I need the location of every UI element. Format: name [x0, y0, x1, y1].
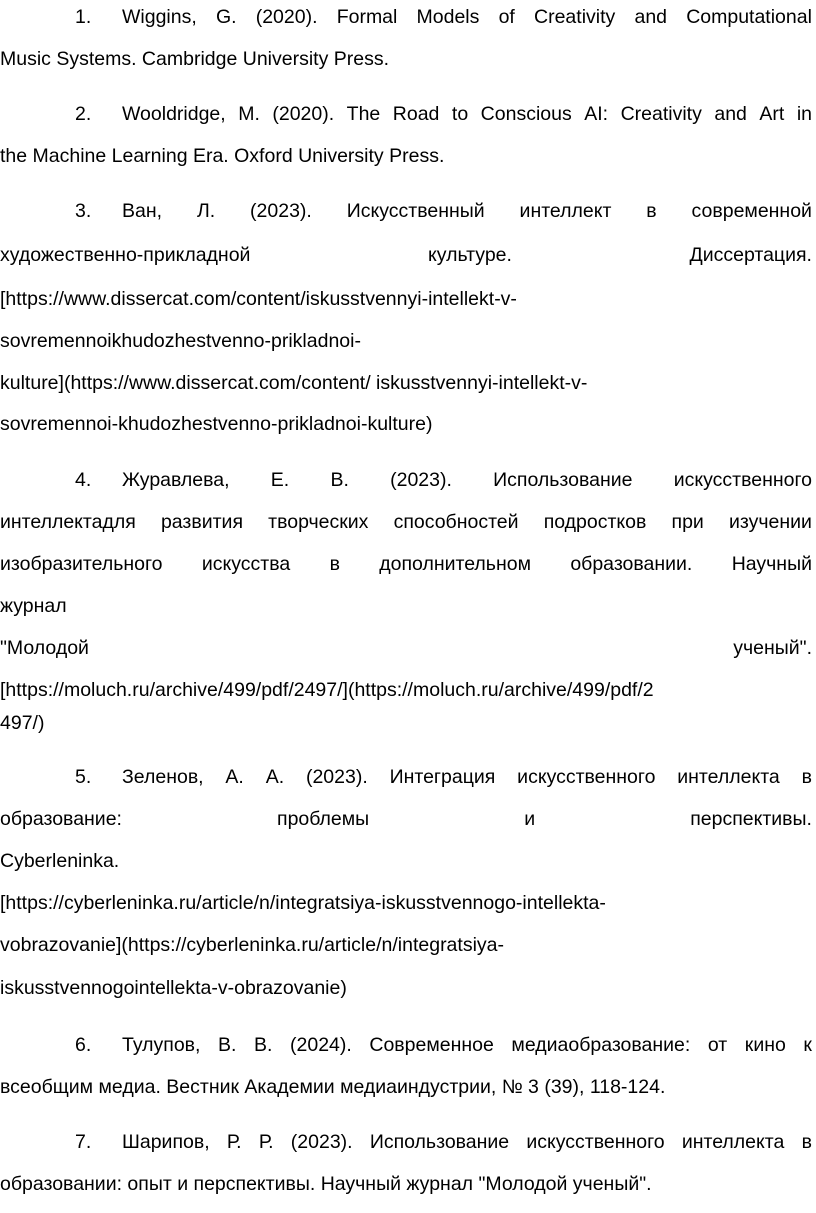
- word: дополнительном: [379, 553, 531, 575]
- word: образовании.: [570, 553, 693, 575]
- reference-line: 497/): [0, 712, 45, 734]
- reference-text: Тулупов, В. В. (2024). Современное медиаобразование: от кино к: [122, 1034, 812, 1056]
- reference-number: 4.: [75, 469, 92, 491]
- word: в: [329, 553, 340, 575]
- word: и: [524, 808, 536, 830]
- word: подростков: [543, 511, 647, 533]
- reference-first-line: [0, 755, 812, 799]
- reference-first-line: [0, 0, 812, 39]
- word: образование:: [0, 808, 122, 830]
- reference-line: iskusstvennogointellekta-v-obrazovanie): [0, 977, 347, 999]
- reference-line: the Machine Learning Era. Oxford University Press.: [0, 145, 445, 167]
- reference-line: kulture](https://www.dissercat.com/content/ iskusstvennyi-intellekt-v-: [0, 372, 588, 394]
- reference-line: [https://moluch.ru/archive/499/pdf/2497/](https://moluch.ru/archive/499/pdf/2: [0, 679, 654, 701]
- word: искусства: [201, 553, 291, 575]
- word: Диссертация.: [689, 244, 812, 266]
- reference-line: образовании: опыт и перспективы. Научный журнал "Молодой ученый".: [0, 1173, 652, 1195]
- reference-line: [0, 626, 812, 670]
- reference-line: Cyberleninka.: [0, 850, 120, 872]
- word: изучении: [728, 511, 812, 533]
- word: способностей: [393, 511, 519, 533]
- reference-line: [0, 797, 812, 841]
- reference-line: [0, 500, 812, 544]
- reference-text: Wooldridge, M. (2020). The Road to Conscious AI: Creativity and Art in: [122, 103, 812, 125]
- reference-number: 2.: [75, 103, 92, 125]
- reference-line: sovremennoi-khudozhestvenno-prikladnoi-kulture): [0, 413, 433, 435]
- reference-number: 5.: [75, 766, 92, 788]
- reference-text: Шарипов, Р. Р. (2023). Использование искусственного интеллекта в: [122, 1131, 812, 1153]
- reference-line: sovremennoikhudozhestvenno-prikladnoi-: [0, 330, 361, 352]
- reference-number: 3.: [75, 200, 92, 222]
- word: интеллектадля: [0, 511, 136, 533]
- reference-text: Ван, Л. (2023). Искусственный интеллект в современной: [122, 200, 812, 222]
- word: изобразительного: [0, 553, 163, 575]
- reference-text: Зеленов, А. А. (2023). Интеграция искусственного интеллекта в: [122, 766, 812, 788]
- reference-line: [0, 233, 812, 277]
- reference-line: vobrazovanie](https://cyberleninka.ru/article/n/integratsiya-: [0, 934, 504, 956]
- reference-number: 1.: [75, 6, 92, 28]
- reference-line: [https://cyberleninka.ru/article/n/integratsiya-iskusstvennogo-intellekta-: [0, 892, 606, 914]
- reference-line: Music Systems. Cambridge University Press.: [0, 48, 390, 70]
- word: проблемы: [277, 808, 370, 830]
- word: художественно-прикладной: [0, 244, 251, 266]
- reference-line: [0, 542, 812, 586]
- reference-first-line: [0, 92, 812, 136]
- reference-line: [https://www.dissercat.com/content/iskusstvennyi-intellekt-v-: [0, 288, 517, 310]
- reference-number: 7.: [75, 1131, 92, 1153]
- reference-text: Журавлева, Е. В. (2023). Использование искусственного: [122, 469, 812, 491]
- word: Научный: [731, 553, 812, 575]
- reference-first-line: [0, 1120, 812, 1164]
- word: при: [671, 511, 704, 533]
- reference-number: 6.: [75, 1034, 92, 1056]
- word: творческих: [268, 511, 369, 533]
- word: перспективы.: [690, 808, 812, 830]
- word: развития: [160, 511, 243, 533]
- word: культуре.: [428, 244, 512, 266]
- reference-first-line: [0, 189, 812, 233]
- reference-first-line: [0, 1023, 812, 1067]
- reference-line: всеобщим медиа. Вестник Академии медиаиндустрии, № 3 (39), 118-124.: [0, 1076, 666, 1098]
- word: ученый".: [733, 637, 812, 659]
- reference-line: журнал: [0, 595, 67, 617]
- word: "Молодой: [0, 637, 89, 659]
- reference-first-line: [0, 458, 812, 502]
- reference-text: Wiggins, G. (2020). Formal Models of Creativity and Computational: [122, 6, 812, 28]
